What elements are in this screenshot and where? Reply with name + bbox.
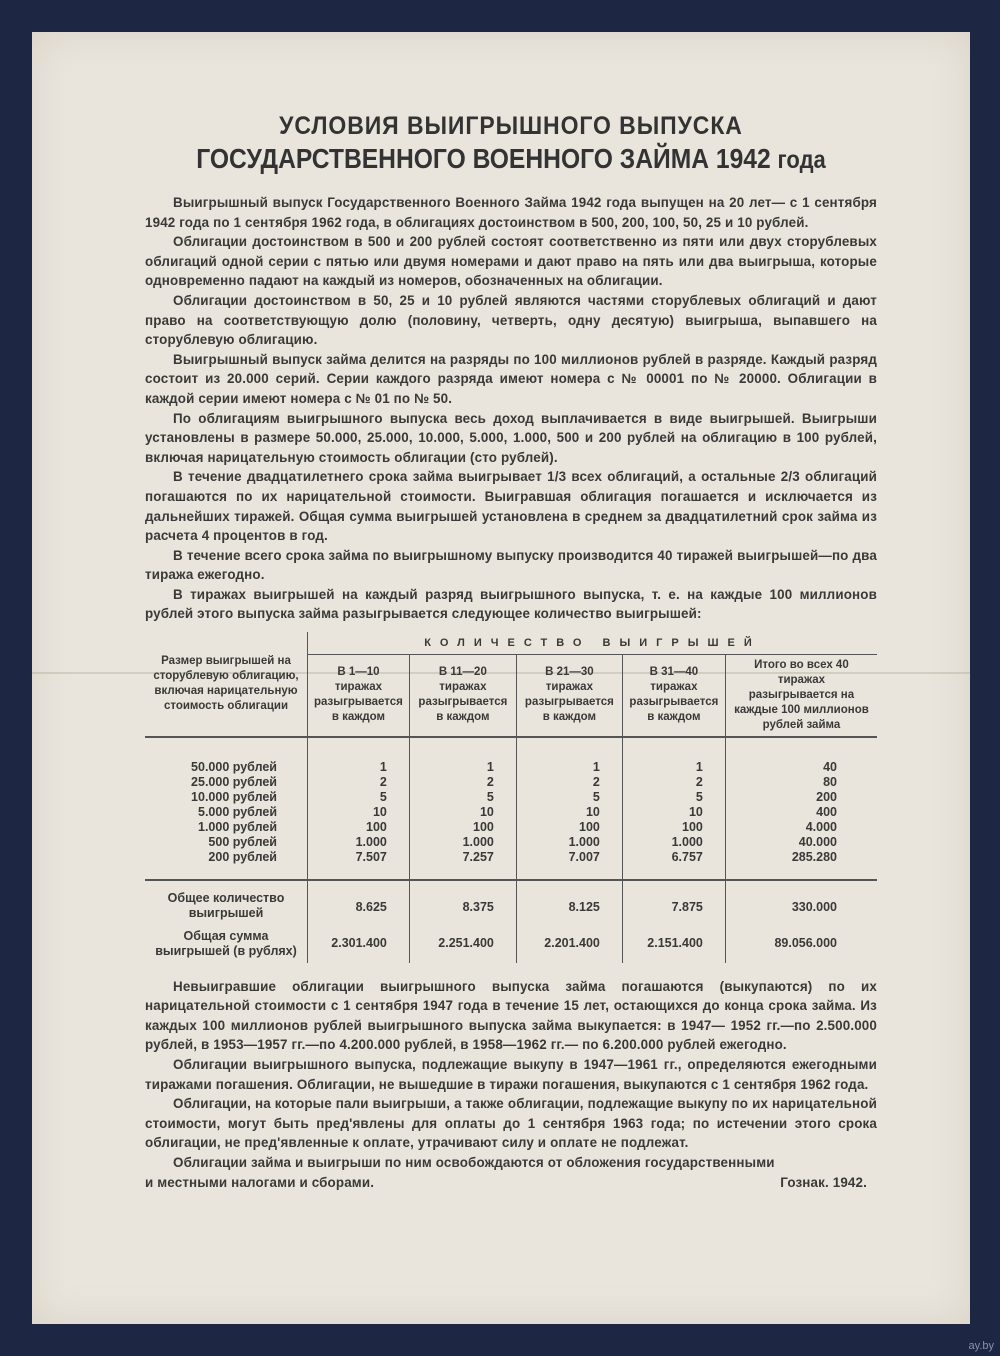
cell-value: 1.000 <box>308 835 410 850</box>
paragraph: Выигрышный выпуск займа делится на разряды по 100 миллионов рублей в разряде. Каждый разряд состоит из 20.000 серий. Серии каждого разряда имеют номера с № 00001 по № 20000. Облигации в каждой серии имеют номера с № 01 по № 50. <box>145 351 877 406</box>
cell-value: 10 <box>622 805 725 820</box>
column-header: В 1—10 тиражах разыгрывается в каждом <box>308 655 410 737</box>
cell-value: 2.251.400 <box>409 925 516 963</box>
paragraph: Выигрышный выпуск Государственного Военного Займа 1942 года выпущен на 20 лет— с 1 сентября 1942 года по 1 сентября 1962 года, в облигациях достоинством в 500, 200, 100, 50, 25 и 10 рублей. <box>145 195 877 230</box>
cell-value: 4.000 <box>725 820 877 835</box>
cell-value: 285.280 <box>725 850 877 880</box>
cell-value: 7.507 <box>308 850 410 880</box>
row-label: Общее количество выигрышей <box>145 880 308 925</box>
cell-value: 7.007 <box>516 850 622 880</box>
cell-value: 100 <box>409 820 516 835</box>
cell-value: 40 <box>725 737 877 775</box>
cell-value: 2.301.400 <box>308 925 410 963</box>
cell-value: 100 <box>622 820 725 835</box>
table-row <box>145 775 877 790</box>
column-header: В 21—30 тиражах разыгрывается в каждом <box>516 655 622 737</box>
cell-value: 8.625 <box>308 880 410 925</box>
cell-value: 2 <box>308 775 410 790</box>
cell-value: 5 <box>622 790 725 805</box>
cell-value: 2 <box>516 775 622 790</box>
group-header: КОЛИЧЕСТВО ВЫИГРЫШЕЙ <box>308 632 878 655</box>
row-header: Размер выигрышей на сторублевую облигацию, включая нарицательную стоимость облигации <box>145 632 308 737</box>
bottom-paragraphs <box>145 977 877 1193</box>
cell-value: 2.201.400 <box>516 925 622 963</box>
cell-value: 7.875 <box>622 880 725 925</box>
watermark: ay.by <box>968 1340 994 1352</box>
cell-value: 1.000 <box>516 835 622 850</box>
cell-value: 330.000 <box>725 880 877 925</box>
cell-value: 1 <box>409 737 516 775</box>
cell-value: 80 <box>725 775 877 790</box>
row-label: 200 рублей <box>208 849 277 864</box>
paragraph: Невыигравшие облигации выигрышного выпуска займа погашаются (выкупаются) по их нарицательной стоимости с 1 сентября 1947 года в течение 15 лет, остающихся до конца срока займа. Из каждых 100 миллионов рублей выигрышного выпуска займа выкупается: в 1947— 1952 гг.—по 2.500.000 рублей, в 1953—1957 гг.—по 4.200.000 рублей, в 1958—1962 гг.— по 6.200.000 рублей ежегодно. <box>145 978 877 1053</box>
paragraph: Облигации займа и выигрыши по ним освобождаются от обложения государственными <box>173 1154 775 1170</box>
paragraph: Облигации выигрышного выпуска, подлежащие выкупу в 1947—1961 гг., определяются ежегодными тиражами погашения. Облигации, не вышедшие в тиражи погашения, выкупаются с 1 сентября 1962 года. <box>145 1056 877 1092</box>
table-row <box>145 880 877 925</box>
cell-value: 2.151.400 <box>622 925 725 963</box>
table-row <box>145 820 877 835</box>
table-row <box>145 737 877 775</box>
table-row <box>145 850 877 880</box>
cell-value: 40.000 <box>725 835 877 850</box>
paragraph: В течение двадцатилетнего срока займа выигрывает 1/3 всех облигаций, а остальные 2/3 облигаций погашаются по их нарицательной стоимости. Выигравшая облигация погашается и исключается из дальнейших тиражей. Общая сумма выигрышей установлена в среднем за двадцатилетний срок займа из расчета 4 процентов в год. <box>145 469 877 544</box>
row-label: 10.000 рублей <box>191 789 277 804</box>
table-row <box>145 805 877 820</box>
row-label: 50.000 рублей <box>191 759 277 774</box>
column-header: Итого во всех 40 тиражах разыгрывается на каждые 100 миллионов рублей займа <box>725 655 877 737</box>
paragraph: Облигации достоинством в 50, 25 и 10 рублей являются частями сторублевых облигаций и дают право на соответствующую долю (половину, четверть, одну десятую) выигрыша, выпавшего на сторублевую облигацию. <box>145 292 877 348</box>
table-row <box>145 925 877 963</box>
cell-value: 1 <box>622 737 725 775</box>
cell-value: 1 <box>516 737 622 775</box>
footer-line <box>145 1173 877 1193</box>
row-label: Общая сумма выигрышей (в рублях) <box>155 928 297 958</box>
cell-value: 5 <box>516 790 622 805</box>
paragraph: По облигациям выигрышного выпуска весь доход выплачивается в виде выигрышей. Выигрыши установлены в размере 50.000, 25.000, 10.000, 5.000, 1.000, 500 и 200 рублей на облигацию в 100 рублей, включая нарицательную стоимость облигации (сто рублей). <box>145 410 877 465</box>
cell-value: 1.000 <box>409 835 516 850</box>
paragraph: Облигации достоинством в 500 и 200 рублей состоят соответственно из пяти или двух сторублевых облигаций одной серии с пятью или двумя номерами и дают право на пять или два выигрыша, которые одновременно падают на каждый из номеров, обозначенных на облигации. <box>145 234 877 289</box>
title-line-2 <box>189 143 833 175</box>
column-header: В 11—20 тиражах разыгрывается в каждом <box>409 655 516 737</box>
imprint: Гознак. 1942. <box>780 1174 867 1190</box>
cell-value: 6.757 <box>622 850 725 880</box>
title-main: ГОСУДАРСТВЕННОГО ВОЕННОГО ЗАЙМА 1942 <box>196 143 771 174</box>
cell-value: 1.000 <box>622 835 725 850</box>
table-body <box>145 737 877 963</box>
paragraph: В тиражах выигрышей на каждый разряд выигрышного выпуска, т. е. на каждые 100 миллионов рублей этого выпуска займа разыгрывается следующее количество выигрышей: <box>145 586 877 622</box>
row-label: 1.000 рублей <box>198 819 277 834</box>
table-row <box>145 790 877 805</box>
cell-value: 100 <box>516 820 622 835</box>
paragraph: В течение всего срока займа по выигрышному выпуску производится 40 тиражей выигрышей—по два тиража ежегодно. <box>145 547 877 583</box>
cell-value: 100 <box>308 820 410 835</box>
cell-value: 10 <box>516 805 622 820</box>
cell-value: 8.125 <box>516 880 622 925</box>
row-label: 25.000 рублей <box>191 774 277 789</box>
document-content <box>145 112 877 1192</box>
cell-value: 89.056.000 <box>725 925 877 963</box>
cell-value: 8.375 <box>409 880 516 925</box>
last-line: и местными налогами и сборами. <box>145 1174 375 1190</box>
cell-value: 2 <box>409 775 516 790</box>
column-header: В 31—40 тиражах разыгрывается в каждом <box>622 655 725 737</box>
title-year-word: года <box>777 146 826 174</box>
cell-value: 5 <box>409 790 516 805</box>
top-paragraphs <box>145 193 877 624</box>
cell-value: 2 <box>622 775 725 790</box>
cell-value: 400 <box>725 805 877 820</box>
paragraph: Облигации, на которые пали выигрыши, а также облигации, подлежащие выкупу по их нарицательной стоимости, могут быть пред'явлены для оплаты до 1 сентября 1963 года; по истечении этого срока облигации, не пред'явленные к оплате, утрачивают силу и оплате не подлежат. <box>145 1096 877 1151</box>
row-label: 500 рублей <box>208 834 277 849</box>
bond-conditions-sheet <box>32 32 970 1324</box>
cell-value: 1 <box>308 737 410 775</box>
row-label: 5.000 рублей <box>198 804 277 819</box>
cell-value: 5 <box>308 790 410 805</box>
winnings-table <box>145 632 877 963</box>
table-row <box>145 835 877 850</box>
cell-value: 10 <box>409 805 516 820</box>
cell-value: 10 <box>308 805 410 820</box>
cell-value: 7.257 <box>409 850 516 880</box>
title-line-1: УСЛОВИЯ ВЫИГРЫШНОГО ВЫПУСКА <box>279 112 743 140</box>
cell-value: 200 <box>725 790 877 805</box>
